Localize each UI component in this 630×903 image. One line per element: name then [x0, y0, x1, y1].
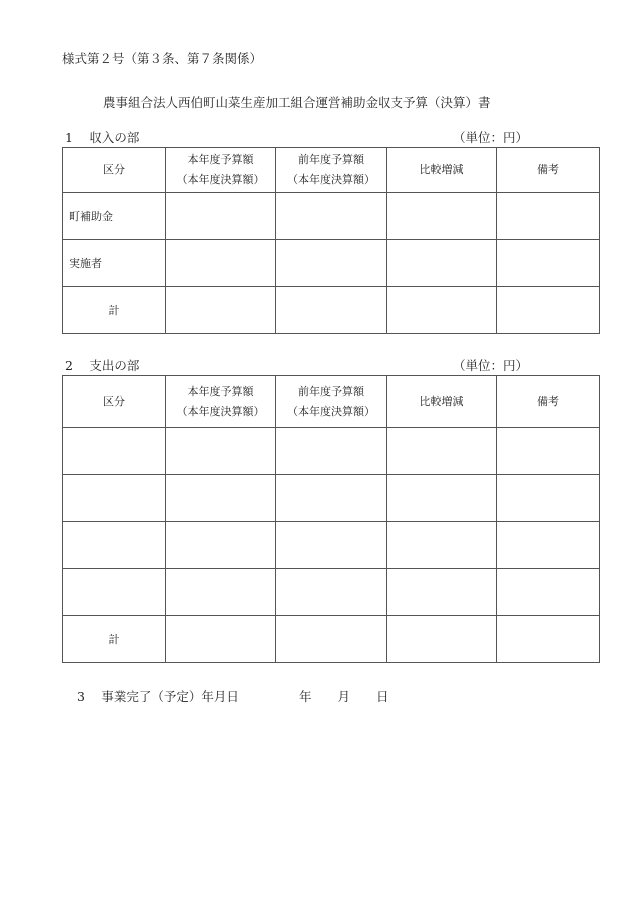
income-table — [62, 147, 600, 334]
completion-day: 日 — [375, 689, 389, 704]
total-row — [63, 287, 600, 334]
header-current-line2: （本年度決算額） — [176, 173, 265, 186]
header-comparison: 比較増減 — [387, 376, 497, 428]
header-current-line1: 本年度予算額 — [187, 384, 254, 398]
header-current-budget — [166, 148, 276, 193]
income-header-row — [63, 148, 600, 193]
income-total-label: 計 — [63, 287, 166, 334]
header-previous-budget — [276, 376, 387, 428]
header-remarks: 備考 — [497, 148, 600, 193]
header-current-line1: 本年度予算額 — [187, 153, 254, 166]
header-current-budget — [166, 376, 276, 428]
completion-year: 年 — [298, 689, 312, 704]
expense-total-label: 計 — [63, 616, 166, 663]
header-category: 区分 — [63, 376, 166, 428]
header-previous-line2: （本年度決算額） — [287, 173, 375, 186]
form-number: 様式第２号（第３条、第７条関係） — [62, 51, 263, 66]
row-label-implementer: 実施者 — [63, 240, 166, 287]
income-section-label: 1 収入の部 — [65, 130, 140, 145]
header-previous-line2: （本年度決算額） — [287, 404, 375, 418]
header-previous-line1: 前年度予算額 — [298, 384, 364, 398]
document-title: 農事組合法人西伯町山菜生産加工組合運営補助金収支予算（決算）書 — [103, 95, 491, 110]
header-current-line2: （本年度決算額） — [176, 404, 265, 418]
header-remarks: 備考 — [497, 376, 600, 428]
completion-month: 月 — [337, 689, 350, 704]
expense-header-row — [63, 376, 600, 428]
table-row — [63, 475, 600, 522]
expense-table — [62, 375, 600, 663]
header-previous-line1: 前年度予算額 — [298, 153, 364, 166]
header-comparison: 比較増減 — [387, 148, 497, 193]
header-category: 区分 — [63, 148, 166, 193]
table-row — [63, 569, 600, 616]
table-row — [63, 240, 600, 287]
table-row — [63, 193, 600, 240]
expense-section-label: 2 支出の部 — [65, 358, 140, 373]
header-previous-budget — [276, 148, 387, 193]
table-row — [63, 428, 600, 475]
expense-unit-label: （単位：円） — [453, 358, 529, 373]
table-row — [63, 522, 600, 569]
completion-date-line — [77, 687, 388, 705]
income-unit-label: （単位：円） — [453, 130, 529, 145]
row-label-subsidy: 町補助金 — [63, 193, 166, 240]
completion-label: 3 事業完了（予定）年月日 — [77, 689, 239, 704]
total-row — [63, 616, 600, 663]
